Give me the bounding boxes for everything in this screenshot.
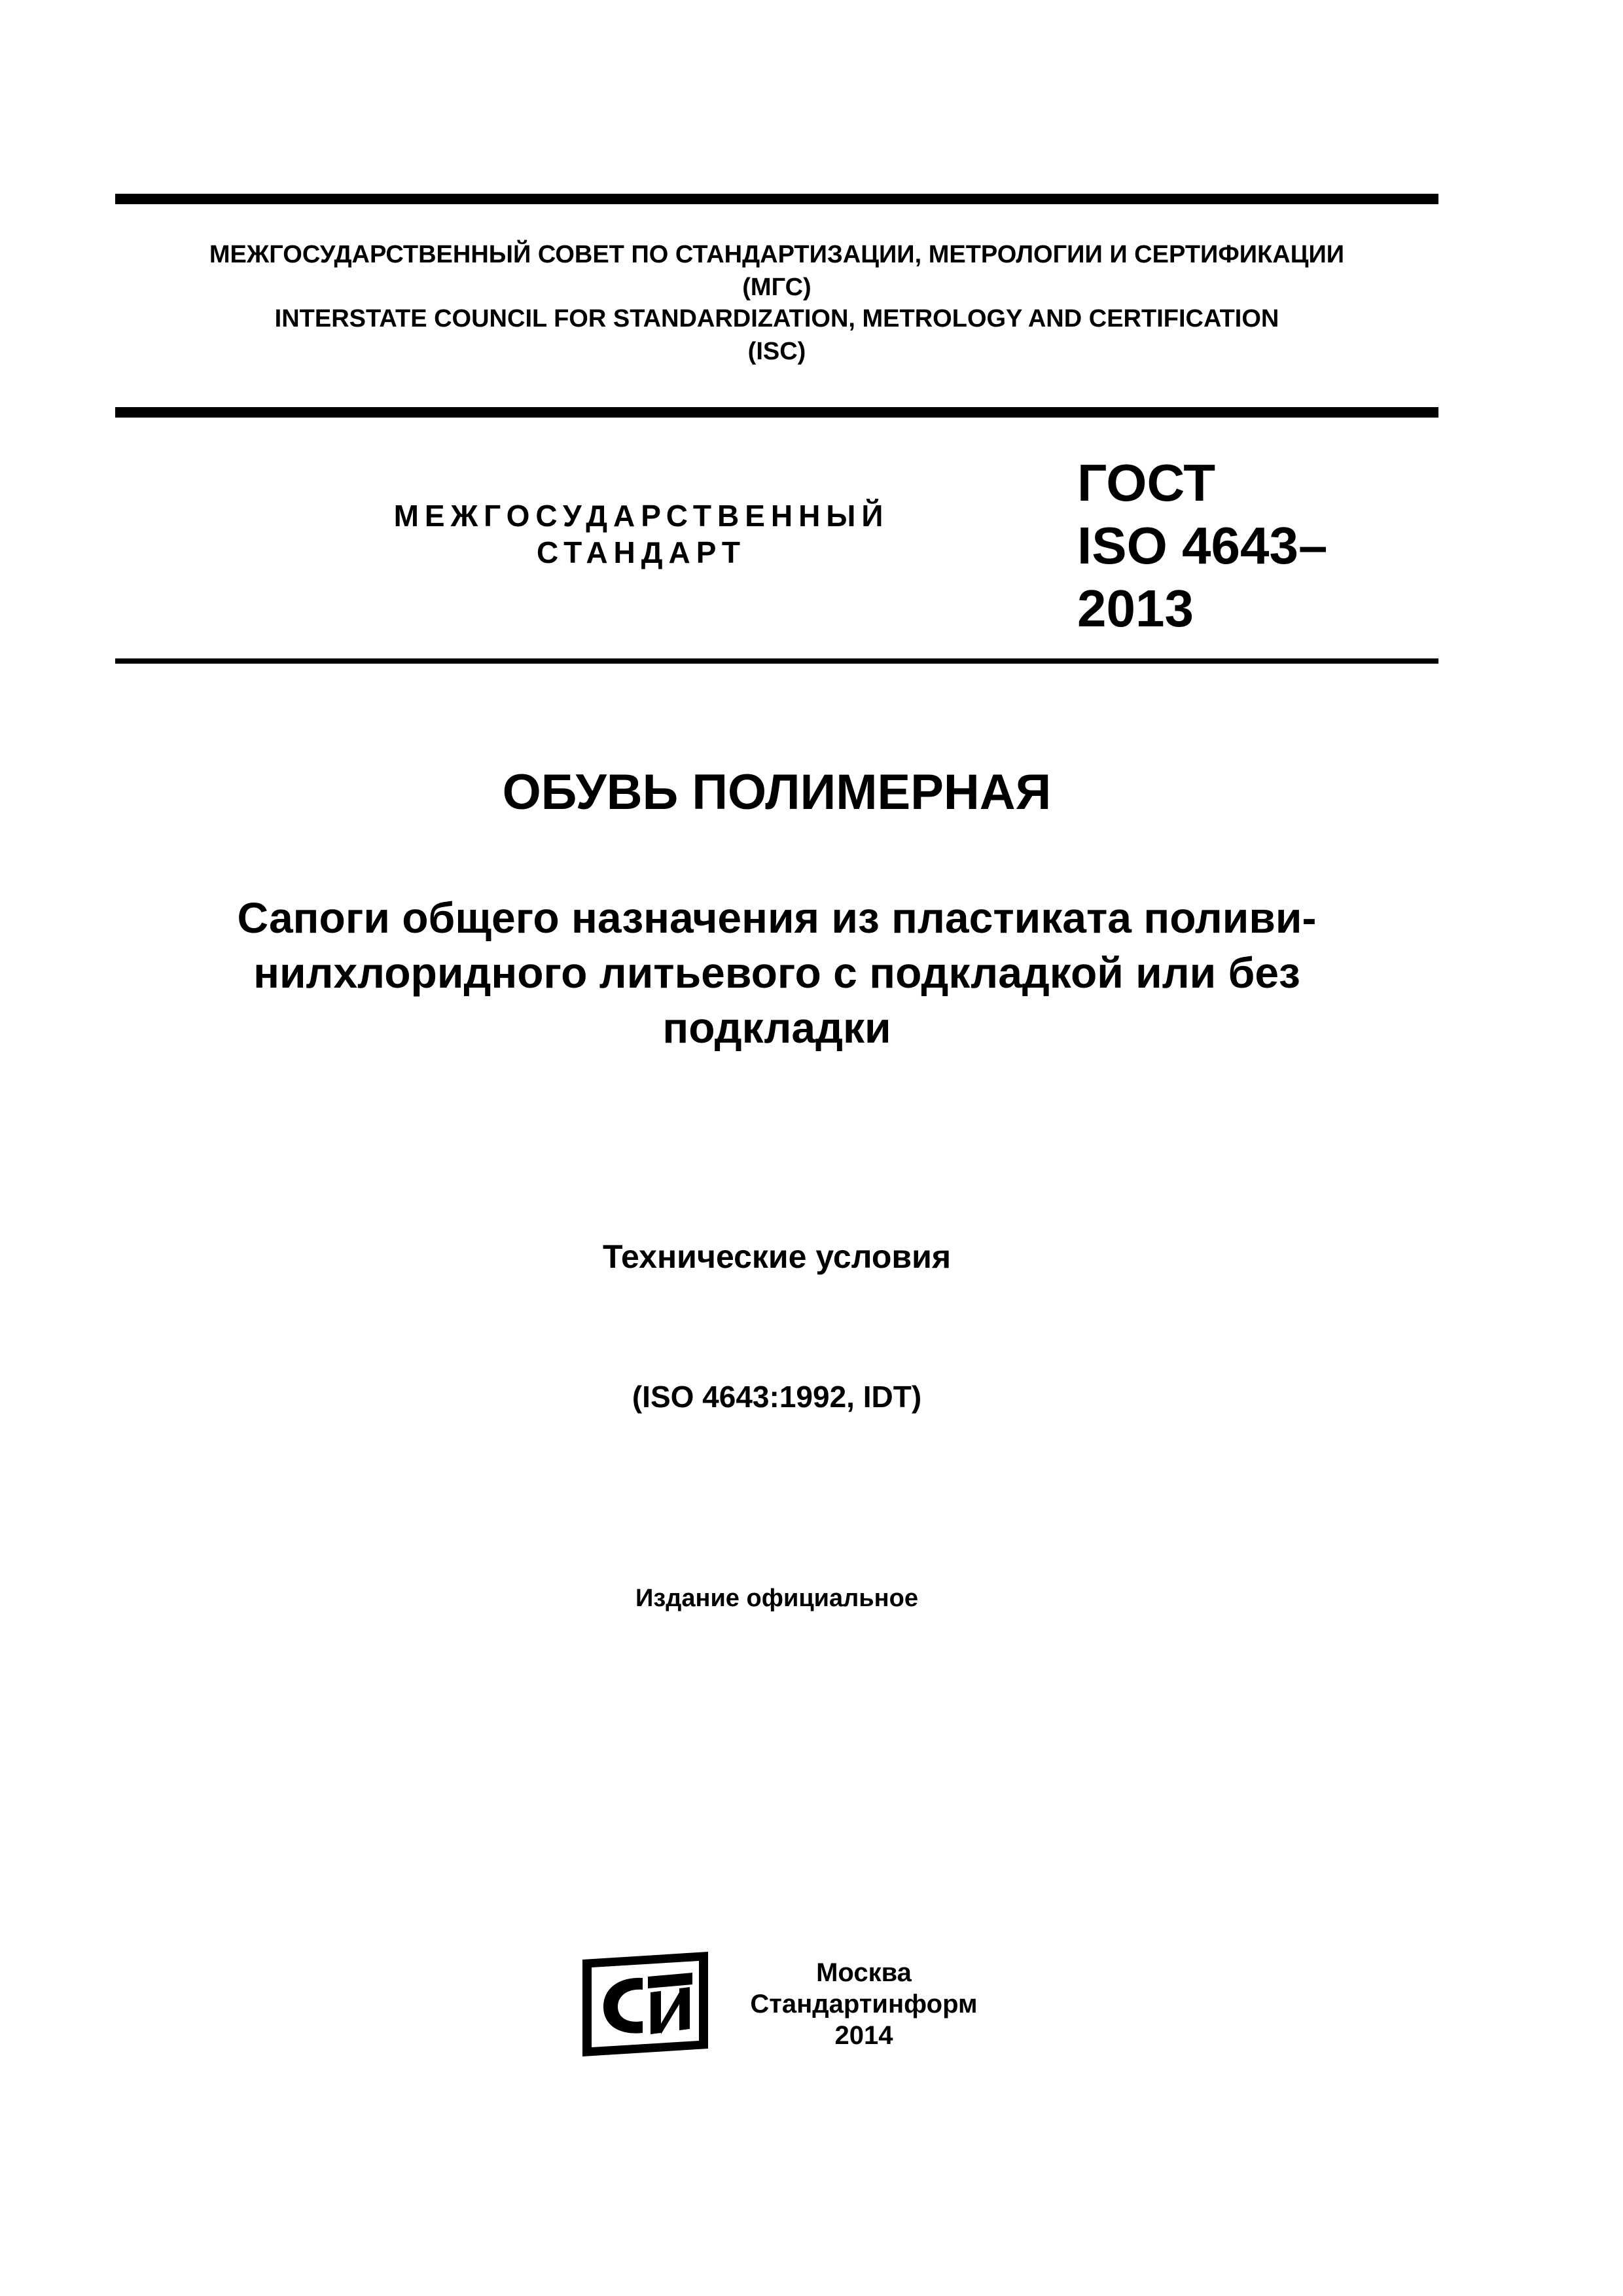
- council-abbr-en: (ISC): [747, 338, 806, 365]
- gost-designation-line: 2013: [1077, 579, 1194, 637]
- standard-type-line: МЕЖГОСУДАРСТВЕННЫЙ: [393, 499, 889, 533]
- gost-designation-line: ГОСТ: [1077, 454, 1216, 512]
- document-subtitle-line: Сапоги общего назначения из пластиката поливи-: [237, 893, 1317, 942]
- top-rule: [115, 194, 1438, 204]
- gost-designation-line: ISO 4643–: [1077, 516, 1328, 575]
- publisher-name: Стандартинформ: [750, 1990, 978, 2018]
- standard-type-label: [314, 497, 969, 571]
- document-title: ОБУВЬ ПОЛИМЕРНАЯ: [502, 764, 1052, 820]
- iso-reference: (ISO 4643:1992, IDT): [632, 1380, 922, 1414]
- edition-note: Издание официальное: [635, 1585, 918, 1612]
- council-name-ru: МЕЖГОСУДАРСТВЕННЫЙ СОВЕТ ПО СТАНДАРТИЗАЦИИ, МЕТРОЛОГИИ И СЕРТИФИКАЦИИ: [209, 241, 1345, 268]
- gost-designation: [1077, 452, 1328, 640]
- publisher-imprint: [713, 1957, 1014, 2051]
- standartinform-logo-icon: [580, 1950, 711, 2059]
- bottom-rule: [115, 658, 1438, 664]
- publication-year: 2014: [834, 2021, 893, 2050]
- publisher-city: Москва: [816, 1958, 912, 1987]
- document-subtitle-line: подкладки: [662, 1003, 891, 1052]
- specification-type: Технические условия: [602, 1238, 952, 1275]
- middle-rule: [115, 407, 1438, 418]
- standard-type-line: СТАНДАРТ: [537, 535, 746, 569]
- document-subtitle-line: нилхлоридного литьевого с подкладкой или без: [253, 948, 1300, 997]
- council-abbr-ru: (МГС): [742, 274, 812, 301]
- document-subtitle: [115, 890, 1438, 1055]
- council-name-en: INTERSTATE COUNCIL FOR STANDARDIZATION, METROLOGY AND CERTIFICATION: [274, 305, 1279, 332]
